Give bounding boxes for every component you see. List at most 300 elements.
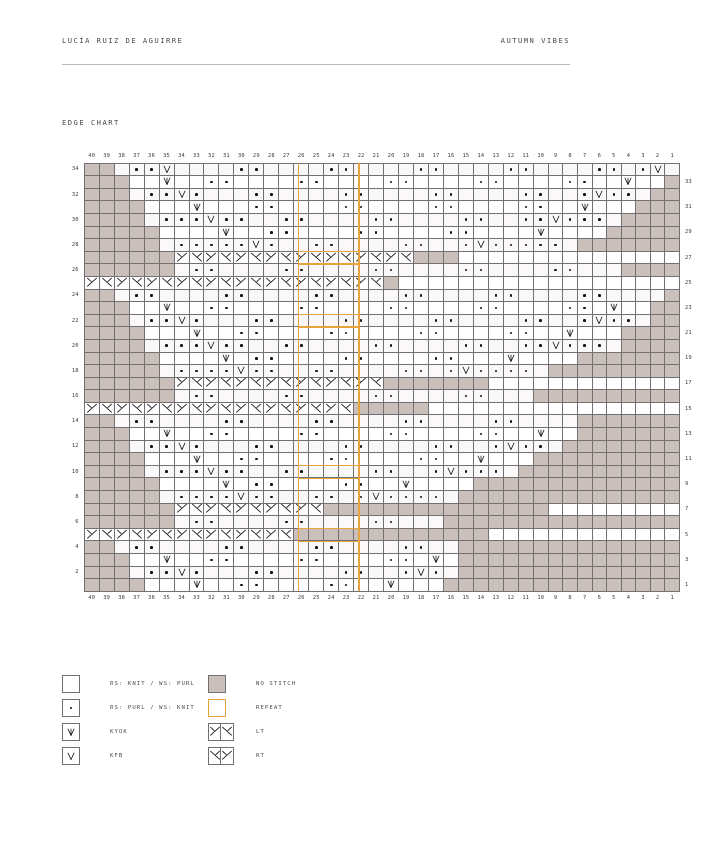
- chart-cell: [294, 377, 309, 390]
- chart-cell-no-stitch: [548, 516, 563, 529]
- chart-cell: [518, 428, 533, 441]
- purl-dot-icon: [480, 218, 483, 221]
- row-number-right: 23: [684, 304, 692, 311]
- chart-cell: [369, 554, 384, 567]
- chart-cell: [607, 289, 622, 302]
- chart-cell: [294, 302, 309, 315]
- chart-cell-no-stitch: [607, 554, 622, 567]
- chart-cell-no-stitch: [518, 579, 533, 592]
- chart-cell: [548, 226, 563, 239]
- chart-cell: [414, 579, 429, 592]
- legend-swatch-kfb: [62, 747, 80, 765]
- purl-dot-icon: [330, 420, 333, 423]
- chart-cell: [249, 440, 264, 453]
- chart-cell: [443, 352, 458, 365]
- chart-cell-no-stitch: [548, 491, 563, 504]
- chart-cell: [189, 453, 204, 466]
- chart-cell-no-stitch: [309, 528, 324, 541]
- row-number-right: [679, 365, 702, 378]
- chart-cell: [219, 516, 234, 529]
- purl-dot-icon: [360, 483, 363, 486]
- rt-icon: [249, 504, 263, 516]
- chart-cell-no-stitch: [99, 327, 114, 340]
- chart-cell: [189, 314, 204, 327]
- chart-cell-no-stitch: [414, 402, 429, 415]
- lt-icon: [324, 378, 338, 390]
- chart-cell: [249, 213, 264, 226]
- chart-cell: [384, 264, 399, 277]
- chart-cell: [264, 302, 279, 315]
- lt-icon: [115, 529, 129, 541]
- chart-cell: [129, 428, 144, 441]
- chart-row: [62, 251, 702, 264]
- lt-icon: [384, 252, 398, 264]
- chart-cell: [503, 465, 518, 478]
- chart-cell: [204, 528, 219, 541]
- chart-row: [62, 339, 702, 352]
- row-number-left: 32: [71, 191, 79, 198]
- chart-row: [62, 503, 702, 516]
- chart-cell-no-stitch: [577, 428, 592, 441]
- chart-cell: [399, 440, 414, 453]
- chart-cell-no-stitch: [621, 415, 636, 428]
- chart-cell: [174, 239, 189, 252]
- chart-cell-no-stitch: [636, 415, 651, 428]
- chart-cell-no-stitch: [636, 465, 651, 478]
- kfb-icon: [593, 315, 607, 327]
- chart-cell: [518, 226, 533, 239]
- chart-cell: [234, 226, 249, 239]
- chart-cell-no-stitch: [84, 566, 99, 579]
- chart-cell: [339, 239, 354, 252]
- column-number: 14: [477, 153, 485, 160]
- chart-cell: [354, 478, 369, 491]
- chart-cell: [294, 264, 309, 277]
- column-number: 32: [208, 595, 215, 602]
- rt-icon: [209, 748, 220, 764]
- lt-icon: [175, 378, 189, 390]
- chart-cell: [548, 276, 563, 289]
- chart-cell: [204, 302, 219, 315]
- row-number-left: [62, 302, 84, 315]
- chart-cell-no-stitch: [592, 491, 607, 504]
- chart-cell: [279, 491, 294, 504]
- chart-cell-no-stitch: [84, 491, 99, 504]
- chart-cell: [607, 302, 622, 315]
- chart-cell: [458, 339, 473, 352]
- column-number: 26: [297, 595, 305, 602]
- chart-cell-no-stitch: [636, 226, 651, 239]
- row-number-left: [62, 276, 84, 289]
- row-number-right: 25: [684, 279, 692, 286]
- chart-cell: [607, 276, 622, 289]
- purl-dot-icon: [420, 458, 423, 461]
- chart-cell: [503, 264, 518, 277]
- chart-row: [62, 314, 702, 327]
- rt-icon: [309, 252, 323, 264]
- purl-dot-icon: [345, 357, 348, 360]
- chart-cell: [324, 428, 339, 441]
- purl-dot-icon: [375, 470, 378, 473]
- lt-icon: [264, 252, 278, 264]
- chart-cell: [592, 302, 607, 315]
- chart-cell-no-stitch: [99, 188, 114, 201]
- chart-cell: [369, 440, 384, 453]
- chart-cell-no-stitch: [443, 516, 458, 529]
- chart-cell-no-stitch: [99, 503, 114, 516]
- chart-cell: [414, 453, 429, 466]
- chart-cell: [324, 402, 339, 415]
- chart-cell: [414, 201, 429, 214]
- chart-cell: [563, 213, 578, 226]
- chart-cell: [458, 440, 473, 453]
- chart-cell: [592, 276, 607, 289]
- chart-cell-no-stitch: [650, 465, 665, 478]
- column-number: 38: [118, 153, 126, 160]
- purl-dot-icon: [165, 470, 168, 473]
- chart-cell: [219, 528, 234, 541]
- chart-cell: [488, 339, 503, 352]
- row-number-left: [62, 201, 84, 214]
- purl-dot-icon: [135, 546, 138, 549]
- chart-cell: [354, 390, 369, 403]
- chart-cell-no-stitch: [458, 528, 473, 541]
- chart-cell: [354, 264, 369, 277]
- purl-dot-icon: [420, 168, 423, 171]
- chart-cell: [264, 503, 279, 516]
- legend-cell: [221, 723, 234, 741]
- purl-dot-icon: [435, 168, 438, 171]
- chart-cell-no-stitch: [84, 478, 99, 491]
- chart-cell-no-stitch: [665, 226, 680, 239]
- chart-cell: [621, 302, 636, 315]
- chart-cell-no-stitch: [473, 541, 488, 554]
- chart-cell-no-stitch: [518, 541, 533, 554]
- purl-dot-icon: [270, 496, 273, 499]
- chart-cell: [234, 289, 249, 302]
- chart-cell: [114, 276, 129, 289]
- lt-icon: [264, 277, 278, 289]
- chart-cell: [414, 352, 429, 365]
- chart-cell: [234, 415, 249, 428]
- chart-cell: [384, 251, 399, 264]
- chart-cell-no-stitch: [84, 176, 99, 189]
- column-number: 30: [237, 595, 245, 602]
- chart-cell-no-stitch: [114, 377, 129, 390]
- chart-cell-no-stitch: [518, 491, 533, 504]
- chart-cell: [503, 314, 518, 327]
- chart-cell-no-stitch: [129, 465, 144, 478]
- chart-cell: [294, 201, 309, 214]
- purl-dot-icon: [375, 231, 378, 234]
- purl-dot-icon: [480, 395, 483, 398]
- chart-cell-no-stitch: [114, 213, 129, 226]
- purl-dot-icon: [465, 269, 468, 272]
- purl-dot-icon: [345, 458, 348, 461]
- chart-cell: [503, 402, 518, 415]
- chart-cell: [309, 541, 324, 554]
- chart-cell: [399, 226, 414, 239]
- purl-dot-icon: [225, 244, 228, 247]
- chart-cell: [159, 176, 174, 189]
- chart-cell-no-stitch: [563, 440, 578, 453]
- row-number-left: [62, 352, 84, 365]
- chart-cell: [354, 377, 369, 390]
- chart-cell: [189, 176, 204, 189]
- purl-dot-icon: [525, 332, 528, 335]
- chart-cell: [592, 163, 607, 176]
- chart-cell-no-stitch: [636, 428, 651, 441]
- rt-icon: [100, 529, 114, 541]
- chart-cell: [577, 402, 592, 415]
- chart-cell: [369, 566, 384, 579]
- chart-cell-no-stitch: [636, 352, 651, 365]
- chart-row: [62, 365, 702, 378]
- purl-dot-icon: [525, 344, 528, 347]
- purl-dot-icon: [627, 319, 630, 322]
- chart-cell-no-stitch: [650, 327, 665, 340]
- chart-cell: [144, 465, 159, 478]
- purl-dot-icon: [598, 218, 601, 221]
- chart-cell-no-stitch: [563, 516, 578, 529]
- chart-cell-no-stitch: [621, 213, 636, 226]
- chart-cell: [473, 390, 488, 403]
- chart-cell: [219, 428, 234, 441]
- chart-cell: [577, 528, 592, 541]
- column-number: 13: [492, 595, 500, 602]
- purl-dot-icon: [390, 521, 393, 524]
- purl-dot-icon: [225, 344, 228, 347]
- purl-dot-icon: [480, 470, 483, 473]
- chart-cell-no-stitch: [548, 465, 563, 478]
- purl-dot-icon: [225, 559, 228, 562]
- chart-cell-no-stitch: [577, 415, 592, 428]
- chart-cell: [204, 566, 219, 579]
- chart-cell: [429, 163, 444, 176]
- chart-cell: [339, 314, 354, 327]
- chart-cell: [339, 465, 354, 478]
- rt-icon: [369, 378, 383, 390]
- column-number: 6: [597, 595, 602, 602]
- chart-cell-no-stitch: [621, 465, 636, 478]
- purl-dot-icon: [420, 420, 423, 423]
- chart-cell-no-stitch: [650, 516, 665, 529]
- purl-dot-icon: [195, 571, 198, 574]
- chart-cell: [339, 302, 354, 315]
- chart-cell: [174, 503, 189, 516]
- chart-cell-no-stitch: [665, 264, 680, 277]
- chart-cell: [354, 428, 369, 441]
- chart-cell: [264, 377, 279, 390]
- chart-cell: [563, 528, 578, 541]
- chart-cell-no-stitch: [114, 453, 129, 466]
- purl-dot-icon: [180, 344, 183, 347]
- chart-cell-no-stitch: [114, 491, 129, 504]
- chart-cell: [219, 201, 234, 214]
- rt-swatch: [208, 747, 234, 765]
- chart-cell: [592, 503, 607, 516]
- chart-cell: [204, 541, 219, 554]
- chart-cell-no-stitch: [592, 453, 607, 466]
- chart-cell: [607, 314, 622, 327]
- chart-cell: [429, 188, 444, 201]
- chart-cell: [189, 226, 204, 239]
- chart-cell: [563, 251, 578, 264]
- chart-cell: [414, 188, 429, 201]
- chart-cell: [174, 188, 189, 201]
- purl-dot-icon: [240, 546, 243, 549]
- chart-cell-no-stitch: [84, 188, 99, 201]
- column-number: 5: [612, 153, 616, 160]
- chart-cell-no-stitch: [114, 478, 129, 491]
- chart-cell: [384, 352, 399, 365]
- chart-cell: [414, 163, 429, 176]
- chart-cell-no-stitch: [592, 465, 607, 478]
- chart-cell: [339, 201, 354, 214]
- row-number-left: 18: [71, 367, 79, 374]
- purl-dot-icon: [465, 344, 468, 347]
- chart-cell: [204, 503, 219, 516]
- chart-cell: [279, 251, 294, 264]
- column-number: 35: [163, 153, 171, 160]
- purl-dot-icon: [150, 168, 153, 171]
- chart-cell: [174, 377, 189, 390]
- chart-cell-no-stitch: [548, 453, 563, 466]
- chart-cell: [488, 213, 503, 226]
- column-number: 15: [462, 153, 470, 160]
- purl-dot-icon: [539, 319, 542, 322]
- chart-cell-no-stitch: [414, 503, 429, 516]
- chart-cell: [354, 213, 369, 226]
- chart-cell-no-stitch: [650, 390, 665, 403]
- chart-cell: [563, 163, 578, 176]
- chart-cell: [279, 176, 294, 189]
- chart-cell: [399, 390, 414, 403]
- column-number: 35: [163, 595, 171, 602]
- column-number: 21: [372, 595, 380, 602]
- chart-cell: [264, 491, 279, 504]
- purl-dot-icon: [195, 521, 198, 524]
- rt-icon: [219, 403, 233, 415]
- chart-cell-no-stitch: [99, 541, 114, 554]
- rt-icon: [190, 252, 204, 264]
- chart-cell: [234, 377, 249, 390]
- purl-dot-icon: [315, 496, 318, 499]
- lt-icon: [85, 277, 99, 289]
- chart-cell: [443, 365, 458, 378]
- lt-icon: [294, 403, 308, 415]
- row-number-right: 19: [684, 355, 692, 362]
- lt-icon: [221, 748, 233, 764]
- chart-cell: [279, 188, 294, 201]
- chart-cell: [650, 289, 665, 302]
- chart-cell: [279, 264, 294, 277]
- row-number-left: [62, 377, 84, 390]
- purl-dot-icon: [569, 218, 572, 221]
- chart-cell: [592, 201, 607, 214]
- column-number: 2: [655, 595, 660, 602]
- chart-cell: [204, 491, 219, 504]
- purl-dot-icon: [360, 357, 363, 360]
- purl-dot-icon: [270, 206, 273, 209]
- chart-cell: [399, 188, 414, 201]
- chart-cell: [279, 239, 294, 252]
- rt-icon: [309, 277, 323, 289]
- chart-cell: [577, 327, 592, 340]
- chart-cell: [369, 276, 384, 289]
- chart-cell: [563, 415, 578, 428]
- purl-dot-icon: [315, 420, 318, 423]
- chart-cell: [369, 327, 384, 340]
- purl-dot-icon: [510, 370, 513, 373]
- chart-cell-no-stitch: [503, 541, 518, 554]
- chart-cell: [429, 239, 444, 252]
- chart-cell: [429, 579, 444, 592]
- kfb-icon: [175, 441, 189, 453]
- chart-cell: [279, 390, 294, 403]
- chart-cell-no-stitch: [84, 579, 99, 592]
- chart-cell: [309, 516, 324, 529]
- chart-cell: [174, 302, 189, 315]
- chart-cell-no-stitch: [636, 579, 651, 592]
- chart-cell-no-stitch: [518, 503, 533, 516]
- chart-cell: [264, 327, 279, 340]
- chart-cell: [234, 428, 249, 441]
- purl-dot-icon: [480, 181, 483, 184]
- chart-cell: [473, 226, 488, 239]
- purl-dot-icon: [210, 496, 213, 499]
- lt-icon: [354, 277, 368, 289]
- purl-dot-icon: [255, 168, 258, 171]
- chart-cell: [399, 327, 414, 340]
- chart-cell: [84, 276, 99, 289]
- chart-cell: [159, 491, 174, 504]
- chart-cell: [399, 541, 414, 554]
- chart-cell: [174, 251, 189, 264]
- chart-cell: [204, 465, 219, 478]
- chart-cell: [264, 339, 279, 352]
- column-number: 27: [282, 153, 290, 160]
- chart-cell: [219, 566, 234, 579]
- chart-cell-no-stitch: [665, 365, 680, 378]
- chart-cell: [249, 365, 264, 378]
- chart-cell: [443, 491, 458, 504]
- chart-cell-no-stitch: [577, 453, 592, 466]
- chart-cell-no-stitch: [99, 339, 114, 352]
- chart-cell: [309, 264, 324, 277]
- chart-cell: [369, 264, 384, 277]
- chart-cell-no-stitch: [518, 465, 533, 478]
- chart-cell: [414, 465, 429, 478]
- chart-cell: [294, 402, 309, 415]
- chart-cell: [339, 566, 354, 579]
- chart-cell: [339, 554, 354, 567]
- chart-cell-no-stitch: [665, 428, 680, 441]
- chart-cell: [354, 491, 369, 504]
- chart-cell: [189, 440, 204, 453]
- chart-cell: [563, 289, 578, 302]
- chart-cell-no-stitch: [99, 390, 114, 403]
- chart-cell: [458, 390, 473, 403]
- chart-cell: [249, 176, 264, 189]
- purl-dot-icon: [135, 420, 138, 423]
- lt-icon: [145, 403, 159, 415]
- chart-cell-no-stitch: [607, 352, 622, 365]
- chart-cell-no-stitch: [129, 579, 144, 592]
- chart-cell: [279, 453, 294, 466]
- chart-cell: [354, 251, 369, 264]
- purl-dot-icon: [480, 433, 483, 436]
